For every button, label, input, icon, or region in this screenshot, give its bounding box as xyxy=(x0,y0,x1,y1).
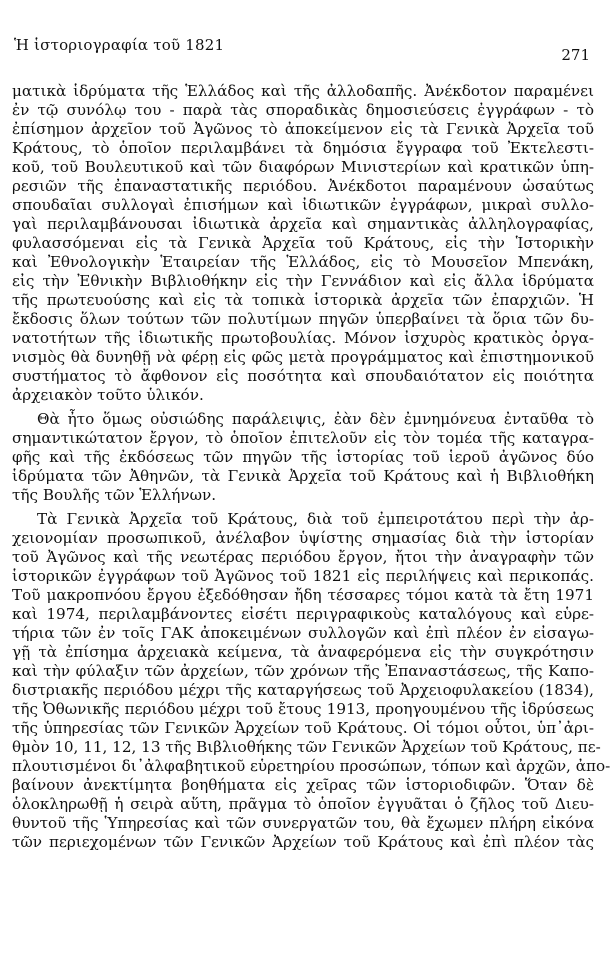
text-line: συστήματος τὸ ἄφθονον εἰς ποσότητα καὶ σπουδαιότατον εἰς ποιότητα xyxy=(12,367,594,385)
text-line: φῆς καὶ τῆς ἐκδόσεως τῶν πηγῶν τῆς ἱστορίας τοῦ ἱεροῦ ἀγῶνος δύο xyxy=(12,448,594,466)
text-line: τῆς Ὀθωνικῆς περιόδου μέχρι τοῦ ἔτους 1913, προηγουμένου τῆς ἱδρύσεως xyxy=(12,700,594,718)
text-line: νισμὸς θὰ δυνηθῇ νὰ φέρῃ εἰς φῶς μετὰ προγράμματος καὶ ἐπιστημονικοῦ xyxy=(12,348,594,366)
text-line: ἱστορικῶν ἐγγράφων τοῦ Ἀγῶνος τοῦ 1821 εἰς περιλήψεις καὶ περικοπάς. xyxy=(12,567,594,585)
text-line: τῆς ὑπηρεσίας τῶν Γενικῶν Ἀρχείων τοῦ Κράτους. Οἱ τόμοι οὗτοι, ὑπ᾽ἀρι- xyxy=(12,719,594,737)
text-line: Τοῦ μακροπνόου ἔργου ἐξεδόθησαν ἤδη τέσσαρες τόμοι κατὰ τὰ ἔτη 1971 xyxy=(12,586,594,604)
text-line: κοῦ, τοῦ Βουλευτικοῦ καὶ τῶν διαφόρων Μινιστερίων καὶ κρατικῶν ὑπη- xyxy=(12,158,594,176)
text-line: καὶ Ἐθνολογικὴν Ἑταιρείαν τῆς Ἑλλάδος, εἰς τὸ Μουσεῖον Μπενάκη, xyxy=(12,253,594,271)
text-line: ἐν τῷ συνόλῳ του - παρὰ τὰς σποραδικὰς δημοσιεύσεις ἐγγράφων - τὸ xyxy=(12,101,594,119)
text-line: θυντοῦ τῆς Ὑπηρεσίας καὶ τῶν συνεργατῶν του, θὰ ἔχωμεν πλήρη εἰκόνα xyxy=(12,814,594,832)
body-text xyxy=(12,82,610,852)
text-line: διστριακῆς περιόδου μέχρι τῆς καταργήσεως τοῦ Ἀρχειοφυλακείου (1834), xyxy=(12,681,594,699)
text-line: ἔκδοσις ὅλων τούτων τῶν πολυτίμων πηγῶν ὑπερβαίνει τὰ ὅρια τῶν δυ- xyxy=(12,310,594,328)
text-line: εἰς τὴν Ἐθνικὴν Βιβλιοθήκην εἰς τὴν Γεννάδιον καὶ εἰς ἄλλα ἱδρύματα xyxy=(12,272,594,290)
text-line: Θὰ ἦτο ὅμως οὐσιώδης παράλειψις, ἐὰν δὲν ἐμνημόνευα ἐνταῦθα τὸ xyxy=(37,410,594,428)
text-line: ἀρχειακὸν τοῦτο ὑλικόν. xyxy=(12,386,204,404)
text-line: χειονομίαν προσωπικοῦ, ἀνέλαβον ὑψίστης σημασίας διὰ τὴν ἱστορίαν xyxy=(12,529,594,547)
text-line: ἐπίσημον ἀρχεῖον τοῦ Ἀγῶνος τὸ ἀποκείμενον εἰς τὰ Γενικὰ Ἀρχεῖα τοῦ xyxy=(12,120,594,138)
text-line: θμὸν 10, 11, 12, 13 τῆς Βιβλιοθήκης τῶν Γενικῶν Ἀρχείων τοῦ Κράτους, πε- xyxy=(12,738,601,756)
text-line: ματικὰ ἱδρύματα τῆς Ἑλλάδος καὶ τῆς ἀλλοδαπῆς. Ἀνέκδοτον παραμένει xyxy=(12,82,594,100)
text-line: ρεσιῶν τῆς ἐπαναστατικῆς περιόδου. Ἀνέκδοτοι παραμένουν ὡσαύτως xyxy=(12,177,594,195)
text-line: βαίνουν ἀνεκτίμητα βοηθήματα εἰς χεῖρας τῶν ἱστοριοδιφῶν. Ὅταν δὲ xyxy=(12,776,594,794)
text-line: ἱδρύματα τῶν Ἀθηνῶν, τὰ Γενικὰ Ἀρχεῖα τοῦ Κράτους καὶ ἡ Βιβλιοθήκη xyxy=(12,467,594,485)
text-line: γῇ τὰ ἐπίσημα ἀρχειακὰ κείμενα, τὰ ἀναφερόμενα εἰς τὴν συγκρότησιν xyxy=(12,643,594,661)
paragraph xyxy=(12,510,610,852)
text-line: σπουδαῖαι συλλογαὶ ἐπισήμων καὶ ἰδιωτικῶν ἐγγράφων, μικραὶ συλλο- xyxy=(12,196,594,214)
running-head xyxy=(14,36,590,64)
text-line: Κράτους, τὸ ὁποῖον περιλαμβάνει τὰ δημόσια ἔγγραφα τοῦ Ἐκτελεστι- xyxy=(12,139,594,157)
text-line: τῶν περιεχομένων τῶν Γενικῶν Ἀρχείων τοῦ Κράτους καὶ ἐπὶ πλέον τὰς xyxy=(12,833,594,851)
paragraph xyxy=(12,410,594,505)
text-line: καὶ 1974, περιλαμβάνοντες εἰσέτι περιγραφικοὺς καταλόγους καὶ εὑρε- xyxy=(12,605,594,623)
text-line: γαὶ περιλαμβάνουσαι ἰδιωτικὰ ἀρχεῖα καὶ σημαντικὰς ἀλληλογραφίας, xyxy=(12,215,594,233)
text-line: τῆς πρωτευούσης καὶ εἰς τὰ τοπικὰ ἱστορικὰ ἀρχεῖα τῶν ἐπαρχιῶν. Ἡ xyxy=(12,291,594,309)
running-head-title: Ἡ ἱστοριογραφία τοῦ 1821 xyxy=(14,36,225,54)
paragraph xyxy=(12,82,594,405)
text-line: καὶ τὴν φύλαξιν τῶν ἀρχείων, τῶν χρόνων τῆς Ἐπαναστάσεως, τῆς Καπο- xyxy=(12,662,594,680)
text-line: τοῦ Ἀγῶνος καὶ τῆς νεωτέρας περιόδου ἔργον, ἤτοι τὴν ἀναγραφὴν τῶν xyxy=(12,548,594,566)
text-line: τήρια τῶν ἐν τοῖς ΓΑΚ ἀποκειμένων συλλογῶν καὶ ἐπὶ πλέον ἐν εἰσαγω- xyxy=(12,624,594,642)
text-line: φυλασσόμεναι εἰς τὰ Γενικὰ Ἀρχεῖα τοῦ Κράτους, εἰς τὴν Ἱστορικὴν xyxy=(12,234,594,252)
text-line: Τὰ Γενικὰ Ἀρχεῖα τοῦ Κράτους, διὰ τοῦ ἐμπειροτάτου περὶ τὴν ἀρ- xyxy=(37,510,594,528)
text-line: ὁλοκληρωθῇ ἡ σειρὰ αὕτη, πρᾶγμα τὸ ὁποῖον ἐγγυᾶται ὁ ζῆλος τοῦ Διευ- xyxy=(12,795,594,813)
text-line: σημαντικώτατον ἔργον, τὸ ὁποῖον ἐπιτελοῦν εἰς τὸν τομέα τῆς καταγρα- xyxy=(12,429,594,447)
text-line: νατοτήτων τῆς ἰδιωτικῆς πρωτοβουλίας. Μόνον ἰσχυρὸς κρατικὸς ὀργα- xyxy=(12,329,594,347)
text-line: τῆς Βουλῆς τῶν Ἑλλήνων. xyxy=(12,486,217,504)
page-number: 271 xyxy=(561,46,590,64)
text-line: πλουτισμένοι δι᾽ἀλφαβητικοῦ εὑρετηρίου προσώπων, τόπων καὶ ἀρχῶν, ἀπο- xyxy=(12,757,610,775)
